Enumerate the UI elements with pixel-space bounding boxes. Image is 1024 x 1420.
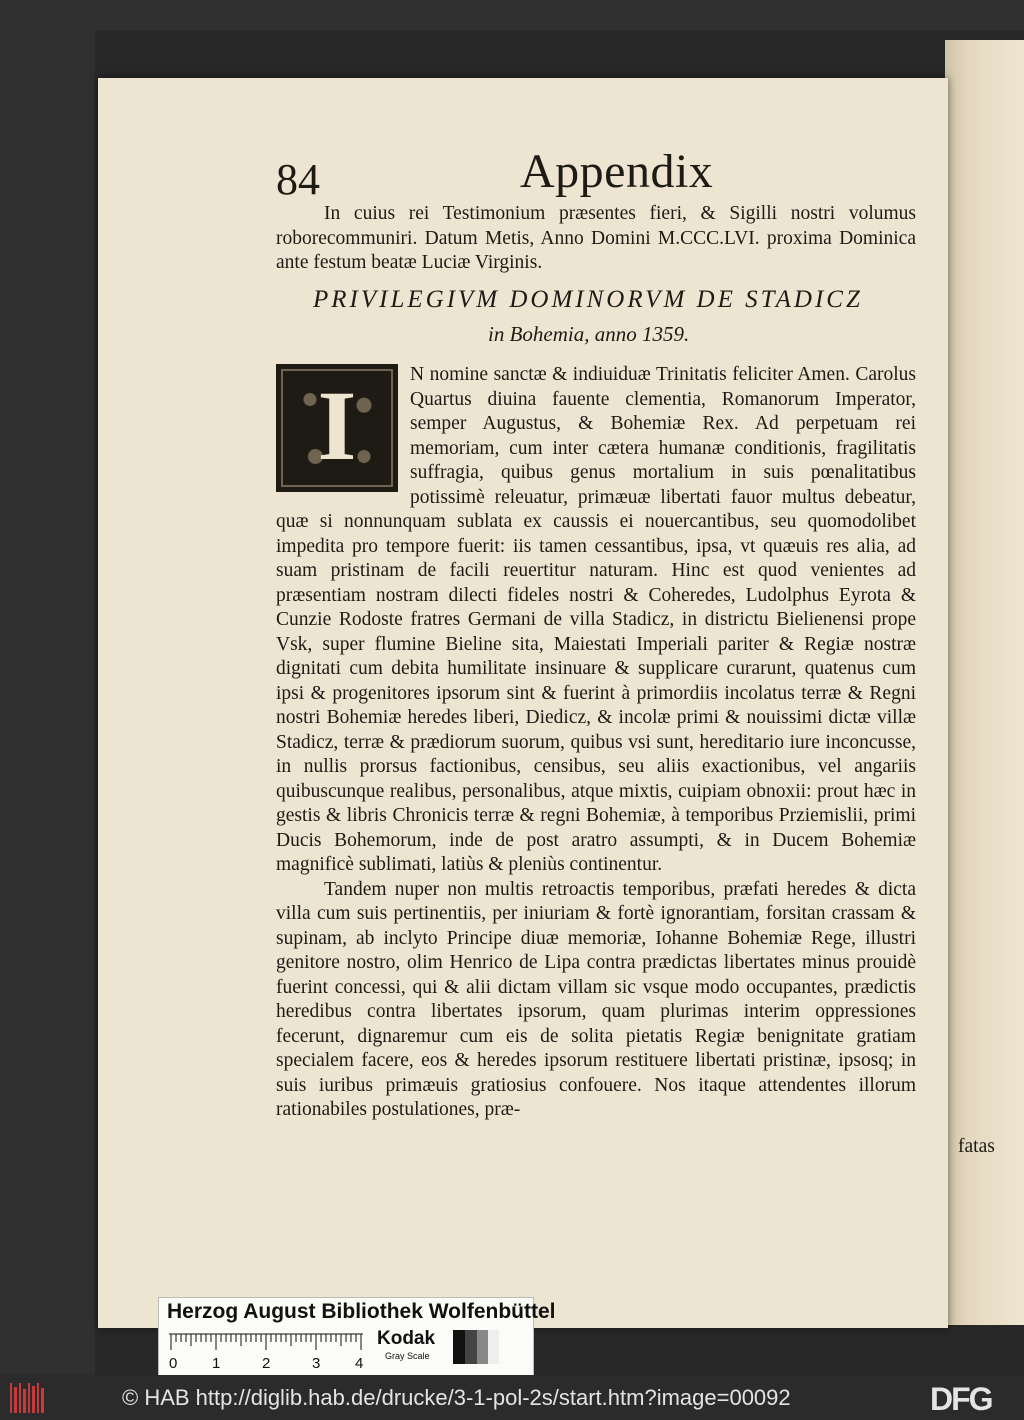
barcode-icon	[10, 1383, 44, 1413]
ruler-number: 4	[355, 1355, 364, 1372]
section-subheading: in Bohemia, anno 1359.	[488, 322, 690, 346]
lead-paragraph: In cuius rei Testimonium præsentes fieri, & Sigilli nostri volumus roborecommuniri. Datum Metis, Anno Domini M.CCC.LVI. proxima Dominica ante festum beatæ Luciæ Virginis.	[276, 203, 916, 273]
paragraph-1: N nomine sanctæ & indiuiduæ Trinitatis feliciter Amen. Carolus Quartus diuina fauente clementia, Romanorum Imperator, semper Augustus, & Bohemiæ Rex. Ad perpetuam rei memoriam, cum inter cætera humanæ conditionis, fragilitatis suffragia, quibus genus mortalium in suis pœnalitatibus potissimè releuatur, primæuæ libertati fauor multus debeatur, quæ si nonnunquam sublata ex caussis ei nouercantibus, seu quomodolibet impedita pro tempore fuerit: iis tamen cessantibus, ipsa, vt quæuis res alia, ad suam pristinam de facili reuertitur naturam. Hinc est quod venientes ad præsentiam nostram dilecti fideles nostri & Coheredes, Ludolphus Eyrota & Cunzie Rodoste fratres Germani de villa Stadicz, in districtu Bielienensi prope Vsk, super flumine Bieline sita, Maiestati Imperiali pariter & Regiæ nostræ dignitati cum debita humilitate insinuare & supplicare curarunt, quatenus cum ipsi & progenitores ipsorum sint & fuerint à primordiis incolatus terræ & Regni nostri Bohemiæ heredes liberi, Diedicz, & incolæ primi & nouissimi dictæ villæ Stadicz, terræ & prædiorum suorum, quibus vsi sunt, hereditario iure inconcusse, in nullis prorsus factionibus, censibus, seu aliis exactionibus, vel angariis quibuscunque realibus, personalibus, atque mixtis, cuipiam obnoxii: prout hæc in gestis & libris Chronicis terræ & regni Bohemiæ, à temporibus Prziemislii, primi Ducis Bohemorum, inde de post aratro assumpti, & in Ducem Bohemiæ magnificè sublimati, latiùs & pleniùs continentur.	[276, 364, 916, 875]
book-page	[98, 78, 995, 1328]
ruler-number: 1	[212, 1355, 221, 1372]
library-name: Herzog August Bibliothek Wolfenbüttel	[167, 1300, 556, 1323]
footer-credit[interactable]: © HAB http://diglib.hab.de/drucke/3-1-pol-2s/start.htm?image=00092	[122, 1385, 791, 1410]
kodak-scale: Gray Scale	[385, 1351, 430, 1361]
ruler-number: 0	[169, 1355, 178, 1372]
library-label	[158, 1297, 556, 1377]
footer-bar	[0, 1375, 1024, 1420]
ruler-number: 3	[312, 1355, 321, 1372]
ruler-scale	[167, 1332, 365, 1372]
initial-letter: I	[317, 370, 357, 481]
facing-page-edge	[945, 40, 1024, 1325]
running-title: Appendix	[520, 145, 714, 198]
page-number: 84	[276, 155, 320, 204]
body-text	[276, 363, 916, 1123]
catchword: fatas	[958, 1136, 995, 1157]
section-heading: PRIVILEGIVM DOMINORVM DE STADICZ	[313, 286, 863, 313]
gray-scale-patches	[453, 1330, 499, 1364]
kodak-brand: Kodak	[377, 1328, 436, 1349]
decorated-initial	[276, 364, 398, 492]
paragraph-2: Tandem nuper non multis retroactis temporibus, præfati heredes & dicta villa cum suis pertinentiis, per iniuriam & fortè ignorantiam, forsitan crassam & supinam, ab inclyto Principe diuæ memoriæ, Iohanne Bohemiæ Rege, illustri genitore nostro, olim Henrico de Lipa contra prædictas libertates minus prouidè fuerint concessi, qui & alii dictam villam sic vsque modo occupantes, prædictis heredibus contra libertates ipsorum, quam plurimas interim oppressiones fecerunt, dignaremur cum eis de solita pietatis Regiæ benignitate gratiam specialem facere, eos & heredes ipsorum restituere libertati pristinæ, ipsosq; in suis iuribus primæuis gratiosius confouere. Nos itaque attendentes illorum rationabiles postulationes, præ-	[276, 878, 916, 1120]
ruler-number: 2	[262, 1355, 271, 1372]
dfg-logo: DFG	[930, 1381, 992, 1417]
